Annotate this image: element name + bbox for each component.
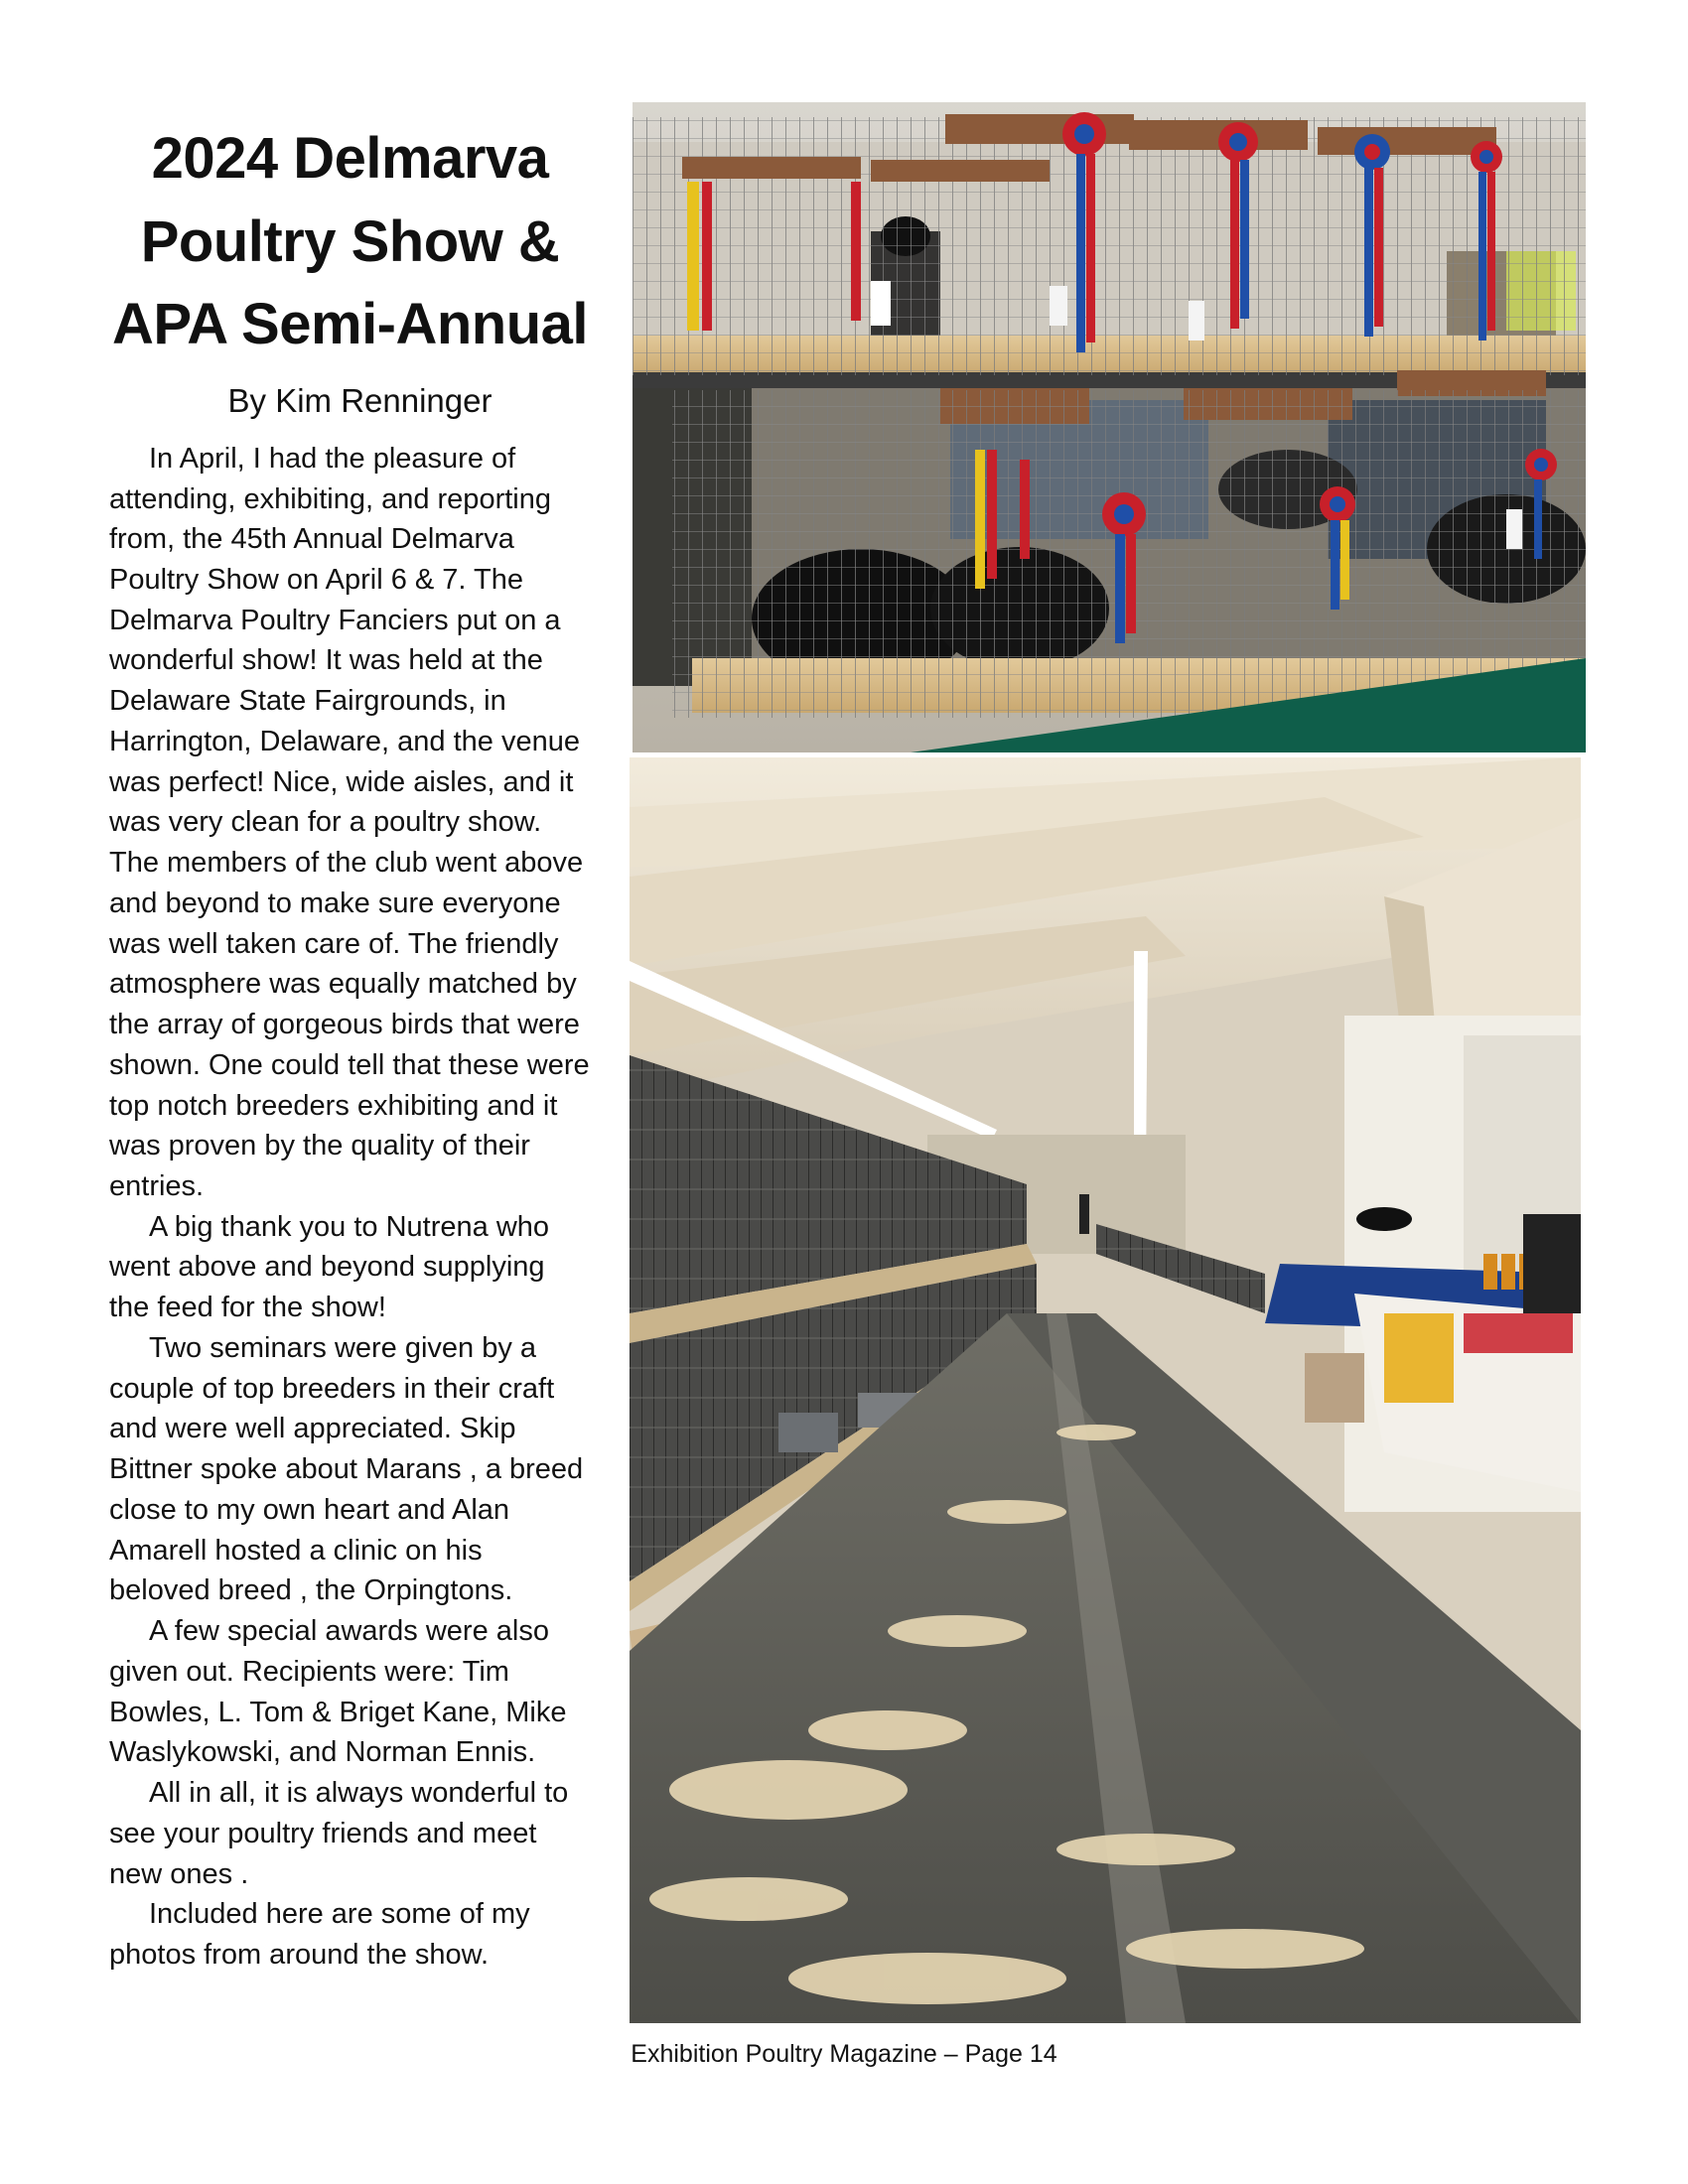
article-title: 2024 Delmarva Poultry Show & APA Semi-Annual — [111, 126, 589, 357]
paragraph: Two seminars were given by a couple of top breeders in their craft and were well appreciated. Skip Bittner spoke about Marans , a breed close to my own heart and Alan Amarell hosted a clinic on his beloved breed , the Orpingtons. — [109, 1331, 584, 1607]
article-body — [109, 439, 591, 1976]
paragraph: Included here are some of my photos from around the show. — [109, 1898, 530, 1971]
page-footer — [0, 2040, 1688, 2069]
article-column — [109, 117, 591, 1976]
photo-show-cages-ribbons-image — [633, 102, 1586, 752]
paragraph: All in all, it is always wonderful to see your poultry friends and meet new ones . — [109, 1777, 569, 1890]
photo-exhibition-hall-aisle — [630, 757, 1581, 2023]
paragraph: A few special awards were also given out. Recipients were: Tim Bowles, L. Tom & Briget Kane, Mike Waslykowski, and Norman Ennis. — [109, 1615, 567, 1769]
photo-show-cages-ribbons — [633, 102, 1586, 752]
paragraph: In April, I had the pleasure of attending, exhibiting, and reporting from, the 45th Annual Delmarva Poultry Show on April 6 & 7. The Delmarva Poultry Fanciers put on a wonderful show! It was held at the Delaware State Fairgrounds, in Harrington, Delaware, and the venue was perfect! Nice, wide aisles, and it was very clean for a poultry show. The members of the club went above and beyond to make sure everyone was well taken care of. The friendly atmosphere was equally matched by the array of gorgeous birds that were shown. One could tell that these were top notch breeders exhibiting and it was proven by the quality of their entries. — [109, 442, 590, 1203]
photo-exhibition-hall-aisle-image — [630, 757, 1581, 2023]
footer-text: Exhibition Poultry Magazine – Page 14 — [631, 2040, 1057, 2068]
paragraph: A big thank you to Nutrena who went above and beyond supplying the feed for the show! — [109, 1210, 550, 1324]
byline: By Kim Renninger — [227, 381, 492, 419]
